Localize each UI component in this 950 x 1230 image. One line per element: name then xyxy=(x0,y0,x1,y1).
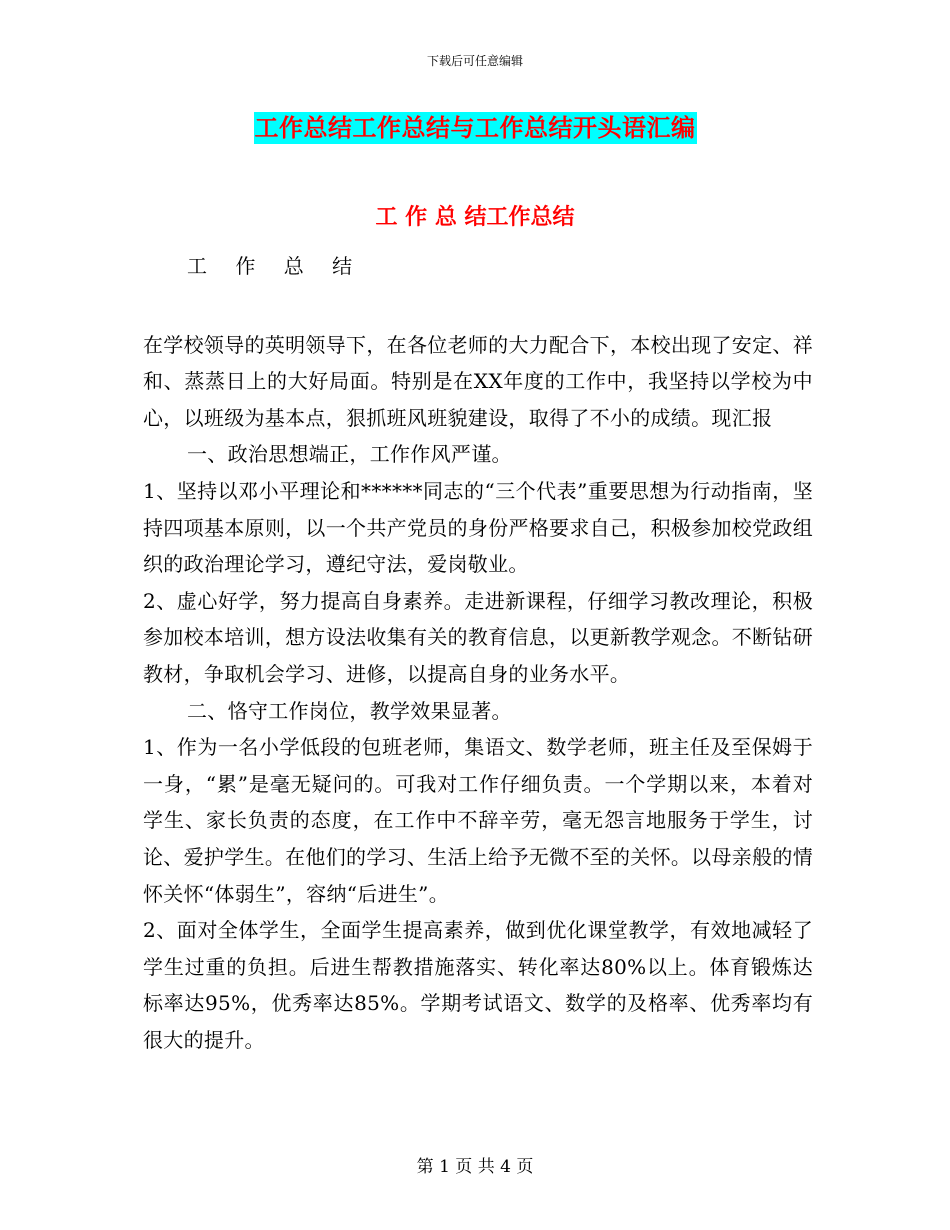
paragraph-politics-2: 2、虚心好学，努力提高自身素养。走进新课程，仔细学习教改理论，积极参加校本培训，想方设法收集有关的教育信息，以更新教学观念。不断钻研教材，争取机会学习、进修，以提高自身的业务水平。 xyxy=(143,588,813,686)
section-label: 工 作 总 结 xyxy=(187,254,364,278)
paragraph-teaching-2: 2、面对全体学生，全面学生提高素养，做到优化课堂教学，有效地减轻了学生过重的负担。后进生帮教措施落实、转化率达80%以上。体育锻炼达标率达95%，优秀率达85%。学期考试语文、数学的及格率、优秀率均有很大的提升。 xyxy=(143,918,813,1052)
page-footer: 第 1 页 共 4 页 xyxy=(416,1157,534,1177)
paragraph-politics-1: 1、坚持以邓小平理论和******同志的“三个代表”重要思想为行动指南，坚持四项基本原则，以一个共产党员的身份严格要求自己，积极参加校党政组织的政治理论学习，遵纪守法，爱岗敬业。 xyxy=(143,478,813,577)
heading-teaching: 二、恪守工作岗位，教学效果显著。 xyxy=(187,698,512,723)
main-title-container xyxy=(0,112,950,144)
document-title: 工作总结工作总结与工作总结开头语汇编 xyxy=(254,114,696,142)
paragraph-teaching-1: 1、作为一名小学低段的包班老师，集语文、数学老师，班主任及至保姆于一身，“累”是毫无疑问的。可我对工作仔细负责。一个学期以来，本着对学生、家长负责的态度，在工作中不辞辛劳，毫无怨言地服务于学生，讨论、爱护学生。在他们的学习、生活上给予无微不至的关怀。以母亲般的情怀关怀“体弱生”，容纳“后进生”。 xyxy=(143,735,813,906)
document-body xyxy=(143,248,813,1058)
heading-politics: 一、政治思想端正，工作作风严谨。 xyxy=(187,442,512,467)
paragraph-intro: 在学校领导的英明领导下，在各位老师的大力配合下，本校出现了安定、祥和、蒸蒸日上的大好局面。特别是在XX年度的工作中，我坚持以学校为中心，以班级为基本点，狠抓班风班貌建设，取得了不小的成绩。现汇报 xyxy=(143,332,813,430)
page-header: 下载后可任意编辑 xyxy=(426,54,523,68)
section-title: 工 作 总 结工作总结 xyxy=(375,205,575,230)
